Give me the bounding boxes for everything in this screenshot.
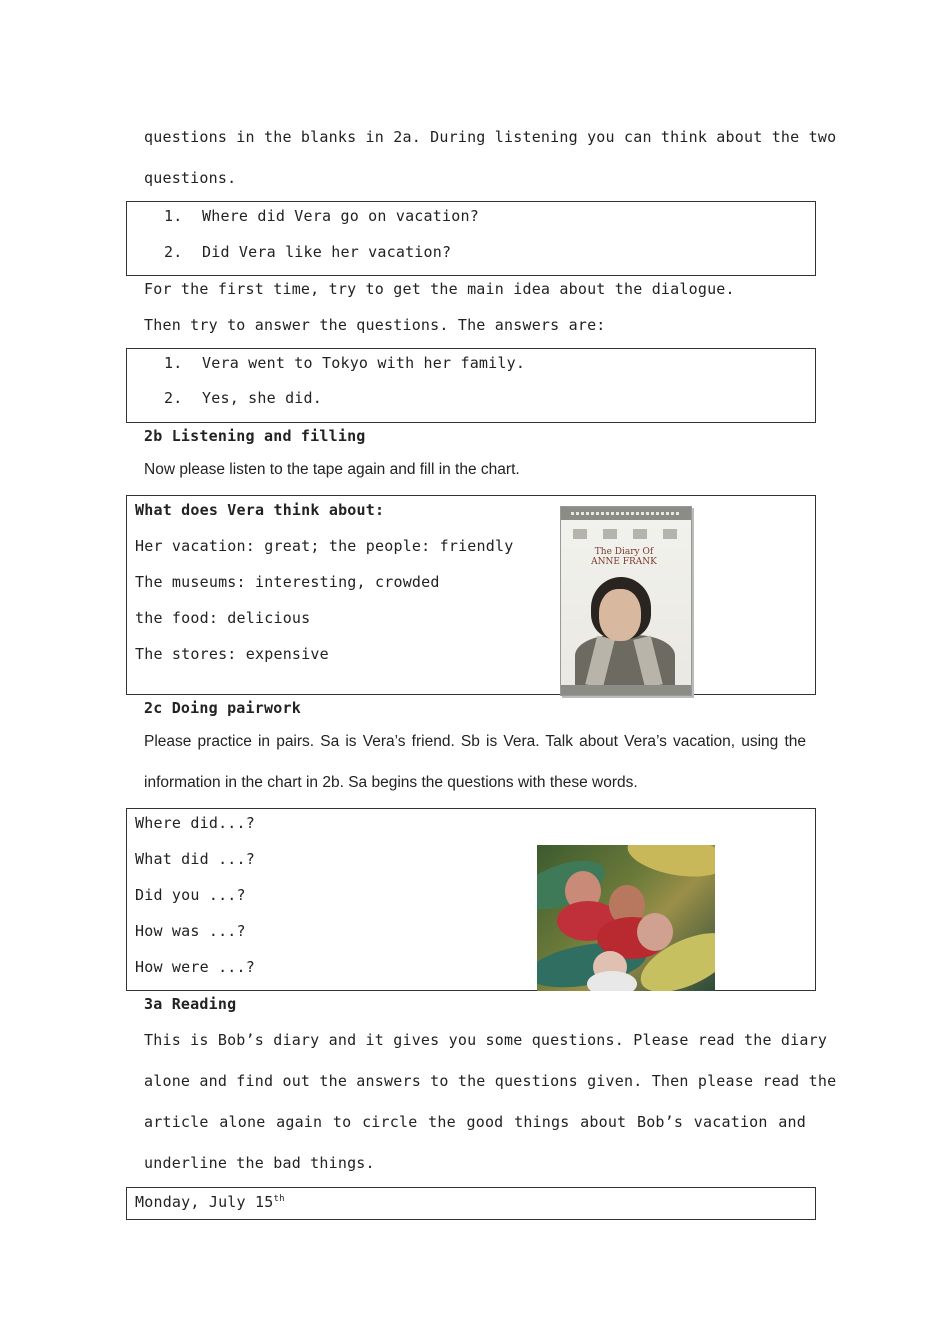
section-2c-line-2: information in the chart in 2b. Sa begins the questions with these words. bbox=[144, 774, 638, 791]
roller-coaster-photo bbox=[537, 845, 715, 991]
chart-heading: What does Vera think about: bbox=[135, 501, 385, 519]
diary-date-text: Monday, July 15 bbox=[135, 1193, 274, 1211]
section-2b-heading: 2b Listening and filling bbox=[144, 427, 366, 445]
section-3a-line-1: This is Bob’s diary and it gives you some questions. Please read the diary bbox=[144, 1031, 828, 1049]
section-2c-line-1: Please practice in pairs. Sa is Vera’s friend. Sb is Vera. Talk about Vera’s vacation, using the bbox=[144, 733, 806, 750]
section-2c-heading: 2c Doing pairwork bbox=[144, 699, 301, 717]
section-3a-line-2: alone and find out the answers to the questions given. Then please read the bbox=[144, 1072, 837, 1090]
answer-1-text: Vera went to Tokyo with her family. bbox=[202, 354, 526, 372]
section-3a-line-3: article alone again to circle the good things about Bob’s vacation and bbox=[144, 1113, 806, 1131]
dvd-cover-image bbox=[560, 506, 692, 696]
chart-line-4: The stores: expensive bbox=[135, 645, 329, 663]
intro-line-2: questions. bbox=[144, 169, 237, 187]
question-2-number: 2. bbox=[164, 243, 183, 261]
pairwork-line-2: What did ...? bbox=[135, 850, 255, 868]
instruction-line-2: Then try to answer the questions. The answers are: bbox=[144, 316, 606, 334]
pairwork-line-1: Where did...? bbox=[135, 814, 255, 832]
answer-1-number: 1. bbox=[164, 354, 183, 372]
questions-box bbox=[126, 201, 816, 276]
pairwork-line-4: How was ...? bbox=[135, 922, 246, 940]
section-2b-instruction: Now please listen to the tape again and fill in the chart. bbox=[144, 461, 520, 478]
instruction-line-1: For the first time, try to get the main idea about the dialogue. bbox=[144, 280, 735, 298]
intro-line-1: questions in the blanks in 2a. During listening you can think about the two bbox=[144, 128, 837, 146]
question-1-text: Where did Vera go on vacation? bbox=[202, 207, 479, 225]
section-3a-heading: 3a Reading bbox=[144, 995, 237, 1013]
diary-date bbox=[135, 1193, 285, 1211]
answers-box bbox=[126, 348, 816, 423]
diary-date-suffix: th bbox=[273, 1194, 285, 1204]
chart-line-3: the food: delicious bbox=[135, 609, 311, 627]
chart-line-1: Her vacation: great; the people: friendly bbox=[135, 537, 514, 555]
section-3a-line-4: underline the bad things. bbox=[144, 1154, 375, 1172]
answer-2-number: 2. bbox=[164, 389, 183, 407]
diary-box bbox=[126, 1187, 816, 1220]
chart-box bbox=[126, 495, 816, 695]
question-1-number: 1. bbox=[164, 207, 183, 225]
pairwork-line-5: How were ...? bbox=[135, 958, 255, 976]
chart-line-2: The museums: interesting, crowded bbox=[135, 573, 440, 591]
question-2-text: Did Vera like her vacation? bbox=[202, 243, 452, 261]
dvd-title: The Diary Of ANNE FRANK bbox=[591, 547, 657, 567]
answer-2-text: Yes, she did. bbox=[202, 389, 322, 407]
pairwork-line-3: Did you ...? bbox=[135, 886, 246, 904]
